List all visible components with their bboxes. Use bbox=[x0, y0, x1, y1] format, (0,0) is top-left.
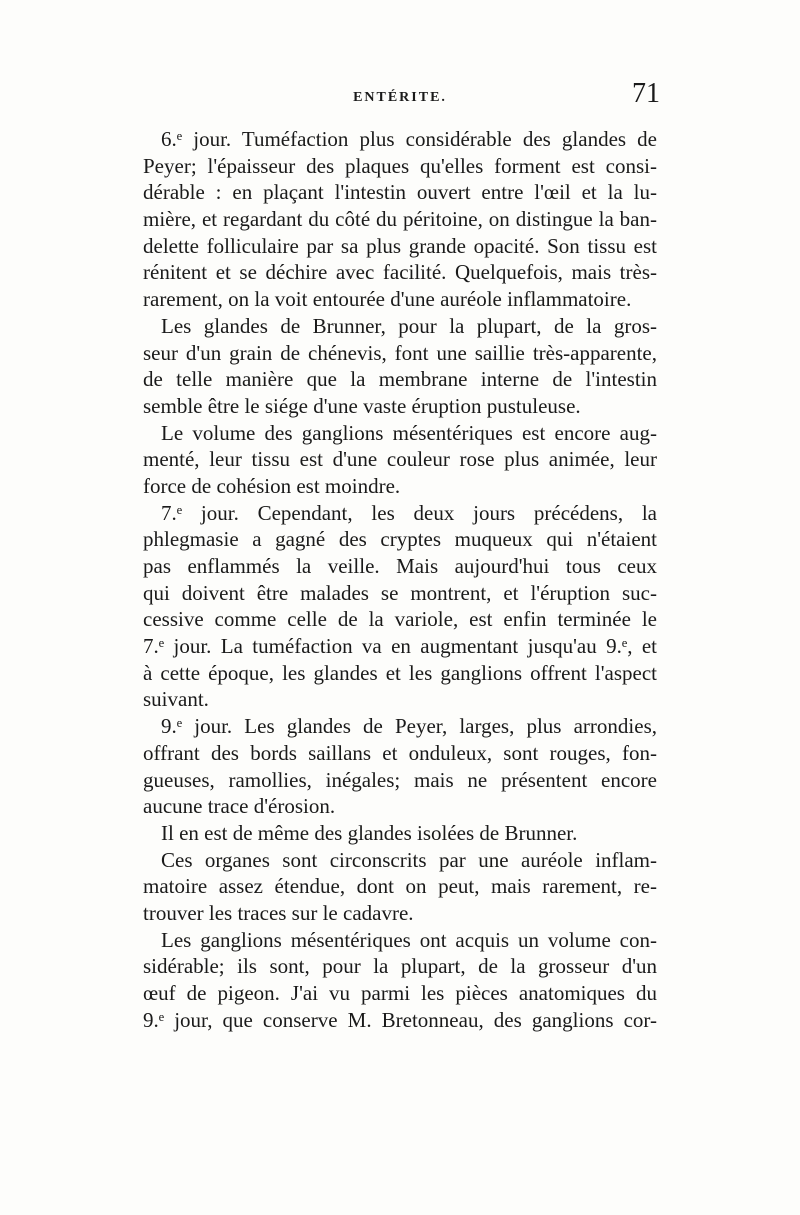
text-line: 7.ᵉ jour. La tuméfaction va en augmentant jusqu'au 9.ᵉ, et bbox=[143, 634, 657, 659]
text-line: qui doivent être malades se montrent, et l'éruption suc- bbox=[143, 580, 657, 605]
text-line: delette folliculaire par sa plus grande opacité. Son tissu est bbox=[143, 233, 657, 258]
text-line: rénitent et se déchire avec facilité. Quelquefois, mais très- bbox=[143, 260, 657, 285]
text-line: matoire assez étendue, dont on peut, mais rarement, re- bbox=[143, 874, 657, 899]
text-line: 7.ᵉ jour. Cependant, les deux jours précédens, la bbox=[161, 500, 657, 525]
text-line: de telle manière que la membrane interne de l'intestin bbox=[143, 367, 657, 392]
text-line: 6.ᵉ jour. Tuméfaction plus considérable des glandes de bbox=[161, 127, 657, 151]
text-line: mière, et regardant du côté du péritoine, on distingue la ban- bbox=[143, 207, 657, 232]
text-line: Les glandes de Brunner, pour la plupart, de la gros- bbox=[161, 313, 657, 338]
text-line: 9.ᵉ jour, que conserve M. Bretonneau, des ganglions cor- bbox=[143, 1007, 657, 1032]
running-head bbox=[140, 80, 660, 110]
text-line: Le volume des ganglions mésentériques est encore aug- bbox=[161, 420, 657, 445]
body-text bbox=[143, 126, 657, 1033]
text-line: gueuses, ramollies, inégales; mais ne présentent encore bbox=[143, 767, 657, 792]
page-number: 71 bbox=[632, 78, 660, 109]
text-line: rarement, on la voit entourée d'une auréole inflammatoire. bbox=[143, 287, 632, 312]
text-line: Les ganglions mésentériques ont acquis un volume con- bbox=[161, 927, 657, 952]
text-line: sidérable; ils sont, pour la plupart, de la grosseur d'un bbox=[143, 954, 657, 979]
text-line: phlegmasie a gagné des cryptes muqueux qui n'étaient bbox=[143, 527, 657, 552]
text-line: suivant. bbox=[143, 687, 209, 712]
text-line: seur d'un grain de chénevis, font une saillie très-apparente, bbox=[143, 340, 657, 365]
text-line: cessive comme celle de la variole, est enfin terminée le bbox=[143, 607, 657, 632]
text-line: offrant des bords saillans et onduleux, sont rouges, fon- bbox=[143, 740, 657, 765]
running-title: ENTÉRITE. bbox=[353, 90, 447, 105]
text-line: 9.ᵉ jour. Les glandes de Peyer, larges, plus arrondies, bbox=[161, 714, 657, 739]
text-line: aucune trace d'érosion. bbox=[143, 794, 336, 819]
text-line: trouver les traces sur le cadavre. bbox=[143, 900, 414, 925]
text-line: semble être le siége d'une vaste éruption pustuleuse. bbox=[143, 393, 581, 418]
text-line: dérable : en plaçant l'intestin ouvert entre l'œil et la lu- bbox=[143, 180, 657, 205]
text-line: menté, leur tissu est d'une couleur rose plus animée, leur bbox=[143, 447, 657, 472]
text-line: force de cohésion est moindre. bbox=[143, 473, 401, 498]
text-line: Il en est de même des glandes isolées de Brunner. bbox=[161, 820, 578, 845]
text-line: à cette époque, les glandes et les ganglions offrent l'aspect bbox=[143, 660, 657, 685]
text-line: œuf de pigeon. J'ai vu parmi les pièces anatomiques du bbox=[143, 981, 657, 1005]
text-line: pas enflammés la veille. Mais aujourd'hui tous ceux bbox=[143, 554, 657, 578]
text-line: Ces organes sont circonscrits par une auréole inflam- bbox=[161, 847, 657, 872]
text-line: Peyer; l'épaisseur des plaques qu'elles forment est consi- bbox=[143, 153, 657, 178]
